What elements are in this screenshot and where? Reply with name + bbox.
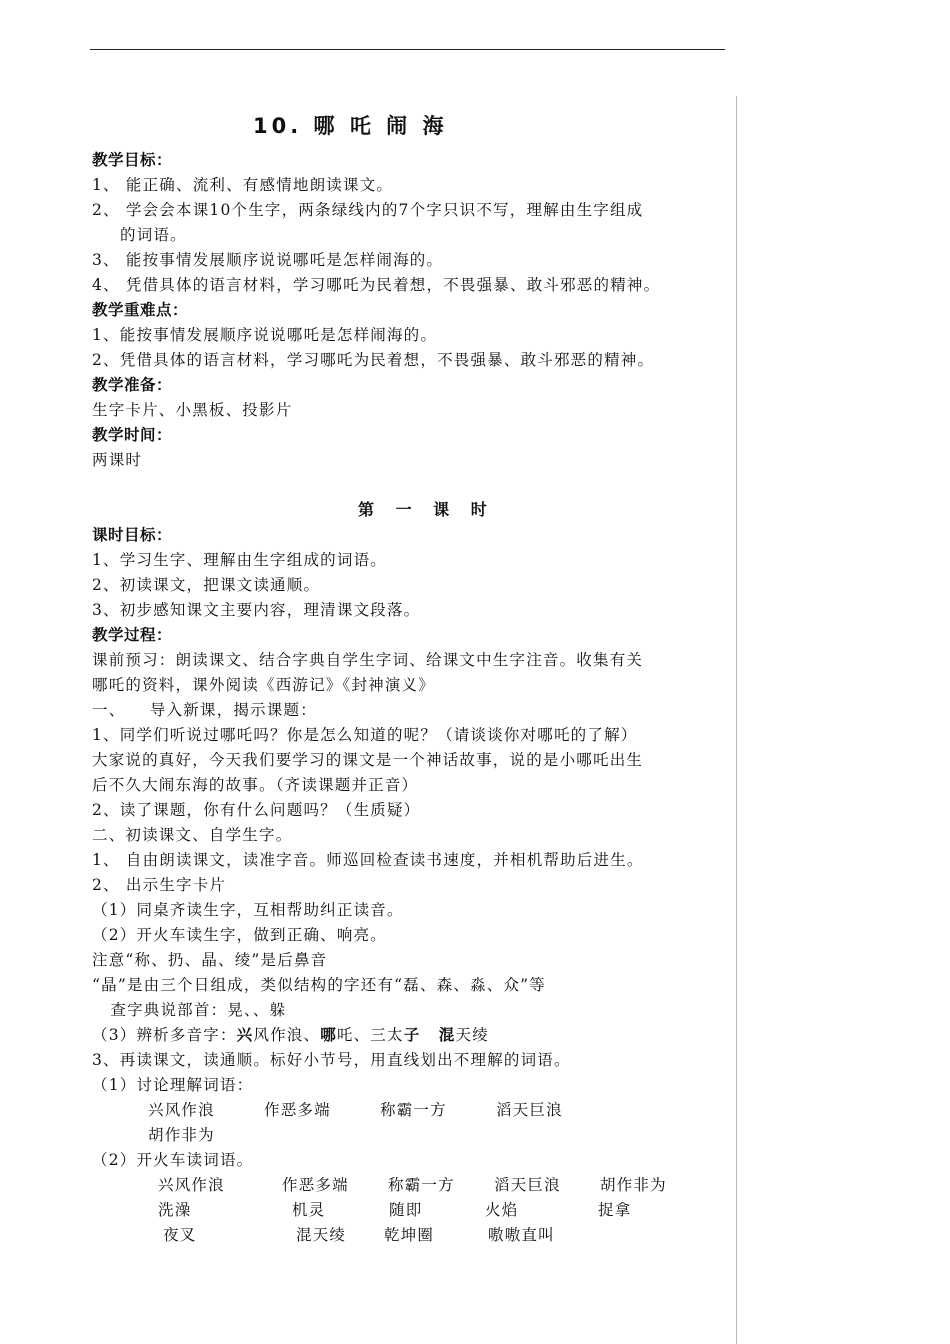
keypoint-item: 1、能按事情发展顺序说说哪吒是怎样闹海的。	[92, 326, 438, 344]
lesson1-heading: 第 一 课 时	[358, 500, 495, 519]
polyphone-char: 子	[403, 1026, 421, 1044]
polyphone-char: 混	[438, 1026, 456, 1044]
polyphone-char: 哪	[320, 1026, 337, 1044]
word: 兴风作浪	[158, 1176, 225, 1194]
objective-item: 1、 能正确、流利、有感情地朗读课文。	[92, 176, 394, 194]
process-line: 大家说的真好，今天我们要学习的课文是一个神话故事，说的是小哪吒出生	[92, 751, 644, 769]
process-line: 2、读了课题，你有什么问题吗？（生质疑）	[92, 801, 421, 819]
word: 称霸一方	[380, 1101, 447, 1119]
process-line: 注意“称、扔、晶、绫”是后鼻音	[92, 951, 328, 969]
keypoint-item: 2、凭借具体的语言材料，学习哪吒为民着想，不畏强暴、敢斗邪恶的精神。	[92, 351, 655, 369]
objective-item: 2、 学会会本课10个生字，两条绿线内的7个字只识不写，理解由生字组成	[92, 201, 644, 219]
process-heading: 教学过程：	[92, 626, 173, 644]
word: 乾坤圈	[384, 1226, 435, 1244]
word: 火焰	[485, 1201, 519, 1219]
keypoints-heading: 教学重难点：	[92, 301, 189, 319]
process-line: 查字典说部首：晃、、躲	[92, 1001, 287, 1019]
process-line: （1）讨论理解词语：	[92, 1076, 254, 1094]
objective-item: 4、 凭借具体的语言材料，学习哪吒为民着想，不畏强暴、敢斗邪恶的精神。	[92, 276, 661, 294]
word: 滔天巨浪	[496, 1101, 563, 1119]
word: 胡作非为	[600, 1176, 667, 1194]
polyphone-text: 风作浪、	[253, 1026, 321, 1044]
word: 作恶多端	[264, 1101, 331, 1119]
process-line: （1）同桌齐读生字，互相帮助纠正读音。	[92, 901, 404, 919]
polyphone-prefix: （3）辨析多音字：	[92, 1026, 237, 1044]
word: 嗷嗷直叫	[488, 1226, 555, 1244]
objective-item: 3、 能按事情发展顺序说说哪吒是怎样闹海的。	[92, 251, 444, 269]
process-line: 课前预习：朗读课文、结合字典自学生字词、给课文中生字注音。收集有关	[92, 651, 644, 669]
process-line: 后不久大闹东海的故事。（齐读课题并正音）	[92, 776, 419, 794]
polyphone-char: 兴	[236, 1026, 254, 1044]
header-rule	[90, 49, 725, 50]
lesson-goal-heading: 课时目标：	[92, 526, 173, 544]
prep-heading: 教学准备：	[92, 376, 173, 394]
process-line: 一、 导入新课，揭示课题：	[92, 701, 317, 719]
word: 混天绫	[296, 1226, 347, 1244]
word: 随即	[389, 1201, 423, 1219]
process-line: 二、初读课文、自学生字。	[92, 826, 293, 844]
polyphone-text: 天绫	[455, 1026, 489, 1044]
word: 洗澡	[158, 1201, 192, 1219]
process-line: 2、 出示生字卡片	[92, 876, 227, 894]
word: 称霸一方	[388, 1176, 455, 1194]
word: 兴风作浪	[148, 1101, 215, 1119]
polyphone-line	[92, 1025, 489, 1045]
time-heading: 教学时间：	[92, 426, 173, 444]
time-text: 两课时	[92, 451, 143, 469]
word: 作恶多端	[282, 1176, 349, 1194]
process-line: 1、同学们听说过哪吒吗？你是怎么知道的呢？（请谈谈你对哪吒的了解）	[92, 726, 638, 744]
word: 滔天巨浪	[494, 1176, 561, 1194]
process-line: 1、 自由朗读课文，读准字音。师巡回检查读书速度，并相机帮助后进生。	[92, 851, 644, 869]
word: 机灵	[292, 1201, 326, 1219]
objectives-heading: 教学目标：	[92, 151, 173, 169]
polyphone-text: 吒、三太	[336, 1026, 404, 1044]
lesson-goal-item: 1、学习生字、理解由生字组成的词语。	[92, 551, 387, 569]
page-title: 10. 哪 吒 闹 海	[253, 114, 448, 138]
objective-item: 的词语。	[120, 226, 187, 244]
process-line: 哪吒的资料，课外阅读《西游记》《封神演义》	[92, 676, 435, 694]
prep-text: 生字卡片、小黑板、投影片	[92, 401, 293, 419]
process-line: “晶”是由三个日组成，类似结构的字还有“磊、森、淼、众”等	[92, 976, 546, 994]
word: 胡作非为	[148, 1126, 215, 1144]
lesson-goal-item: 3、初步感知课文主要内容，理清课文段落。	[92, 601, 421, 619]
page-edge-rule	[736, 96, 737, 1344]
word: 夜叉	[163, 1226, 197, 1244]
word: 捉拿	[598, 1201, 632, 1219]
train-heading: （2）开火车读词语。	[92, 1151, 254, 1169]
process-line: 3、再读课文，读通顺。标好小节号，用直线划出不理解的词语。	[92, 1051, 571, 1069]
lesson-goal-item: 2、初读课文，把课文读通顺。	[92, 576, 321, 594]
process-line: （2）开火车读生字，做到正确、响亮。	[92, 926, 387, 944]
